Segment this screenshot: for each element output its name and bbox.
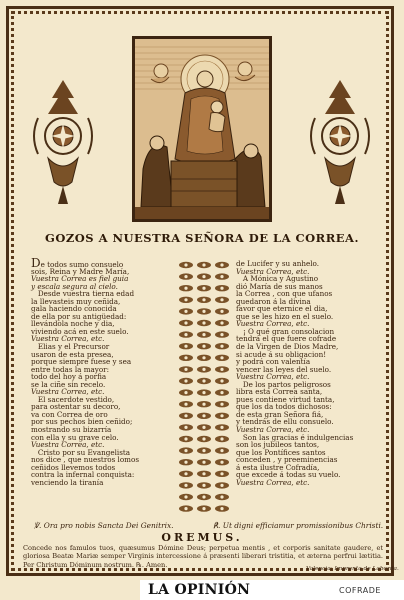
verse-line: Vuestra Correa, etc. [236, 372, 310, 382]
verse-line: son los jubileos tantos, [236, 440, 320, 450]
verse-line: Vuestra Correa, etc. [31, 440, 105, 450]
page-title: GOZOS A NUESTRA SEÑORA DE LA CORREA. [45, 231, 359, 245]
verse-line: Elias y el Precursor [31, 342, 110, 352]
verse-line: porque siempre fuese y sea [31, 357, 132, 367]
right-ornament-image [305, 78, 375, 206]
verse-line: de ella por su antigüedad: [31, 311, 127, 321]
verse-line: dió María de sus manos [236, 281, 323, 291]
verse-line: que excede á todas su vuelo. [236, 470, 341, 480]
verse-line: á esta ilustre Cofradía, [236, 462, 320, 472]
verse-line: Desde vuestra tierna edad [31, 289, 135, 299]
verse-line: llevándola noche y dia, [31, 319, 115, 329]
verse-line: de la Virgen de Dios Madre, [236, 342, 339, 352]
verse-line: tendrá el que fuere cofrade [236, 334, 337, 344]
verse-line: la llevasteis muy ceñida, [31, 296, 121, 306]
verse-line: pues contiene virtud tanta, [236, 394, 335, 404]
verse-line: gala haciendo conocida [31, 304, 117, 314]
verse-line: todo del hoy á porfia [31, 372, 107, 382]
verse-line: entre todas la mayor: [31, 364, 110, 374]
center-ornament-band [177, 259, 232, 517]
verse-line: vencer las leyes del suelo. [236, 364, 332, 374]
watermark-logo-subtext: COFRADE [339, 586, 381, 595]
verse-line: Vuestra Correa, etc. [236, 425, 310, 435]
response: ℟. Ut digni efficiamur promissionibus Christi. [213, 521, 384, 530]
verse-line: de esta gran Señora fiá, [236, 409, 324, 419]
verse-line: Vuestra Correa, etc. [236, 477, 310, 487]
verse-line: y podrá con valentía [236, 357, 311, 367]
verse-line: Son las gracias é indulgencias [236, 432, 354, 442]
verse-line: para ostentar su decoro, [31, 402, 121, 412]
verse-line: que los da todos dichosos: [236, 402, 332, 412]
verse-line: y escala segura al cielo. [31, 281, 118, 291]
verse-line: De todos sumo consuelo [31, 256, 124, 270]
verse-line: por sus pechos bien ceñido; [31, 417, 133, 427]
verse-line: quedaron á la divina [236, 296, 311, 306]
verse-line: sois, Reina y Madre María, [31, 266, 130, 276]
verse-line: Vuestra Correa, etc. [31, 387, 105, 397]
verse-line: mostrando su bizarría [31, 425, 112, 435]
verse-line: usaron de esta presea, [31, 349, 114, 359]
left-verse-column [31, 256, 181, 487]
verse-line: El sacerdote vestido, [31, 394, 115, 404]
verse-line: viviendo acá en este suelo. [31, 326, 129, 336]
verse-line: ¡ O qué gran consolacion [236, 326, 335, 336]
oremus-heading: OREMUS. [161, 531, 243, 544]
right-verse-column [236, 260, 386, 486]
verse-line: ceñidos llevemos todos [31, 462, 116, 472]
verse-line: contra la infernal conquista: [31, 470, 135, 480]
verse-line: si acude á su obligacion! [236, 349, 327, 359]
verse-line: Vuestra Correa, etc. [31, 334, 105, 344]
verse-line: Vuestra Correa, etc. [236, 266, 310, 276]
verse-line: se la ciñe sin recelo. [31, 379, 106, 389]
verse-line: libra esta Correa santa, [236, 387, 323, 397]
watermark-logo-text: LA OPINIÓN [148, 582, 251, 598]
verse-line: conceden , y preeminencias [236, 455, 338, 465]
verse-line: nos dice , que nuestros lomos [31, 455, 140, 465]
virgin-engraving-image [132, 36, 272, 222]
verse-line: De los partos peligrosos [236, 379, 331, 389]
verse-line: venciendo la tiranía [31, 477, 104, 487]
verse-line: la Correa , con que ufanos [236, 289, 333, 299]
verse-line: A Mónica y Agustino [236, 274, 319, 284]
prayer-text: Concede nos famulos tuos, quæsumus Dómine Deus; perpetua mentis , et corporis sanitate gaudere, et gloriosa Beatæ Mariæ semper Virginis intercessione á præsenti liberari tristitia, et æterna perfrui lætitia. Per Christum Dóminum nostrum. ℞. Amen. [23, 544, 383, 569]
left-ornament-image [28, 78, 98, 206]
verse-line: favor que eternice el dia, [236, 304, 328, 314]
verse-line: que se les hizo en el suelo. [236, 311, 334, 321]
verse-line: que los Pontífices santos [236, 447, 326, 457]
verse-line: de Lucifer y su anhelo. [236, 259, 320, 268]
verse-line: con ella y su grave celo. [31, 432, 119, 442]
verse-line: va con Correa de oro [31, 409, 108, 419]
verse-line: Cristo por su Evangelista [31, 447, 131, 457]
verse-line: Vuestra Correa, etc. [236, 319, 310, 329]
verse-line: Vuestra Correa es fiel guia [31, 274, 129, 284]
versicle: ℣. Ora pro nobis Sancta Dei Genitrix. [34, 521, 174, 530]
verse-line: y tendrás de ellu consuelo. [236, 417, 334, 427]
printer-imprint: Valencia: Imprenta de Laborda. [306, 566, 399, 572]
